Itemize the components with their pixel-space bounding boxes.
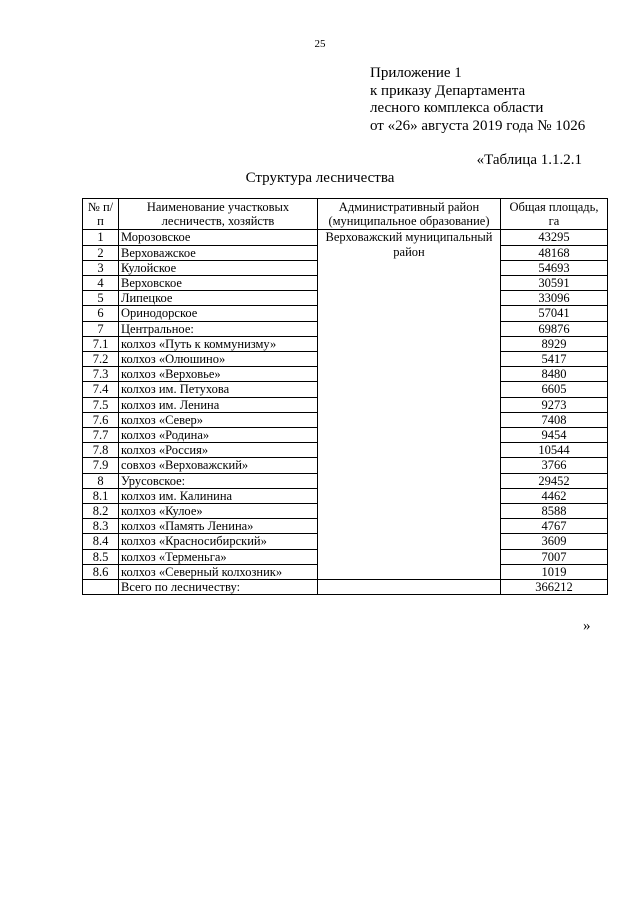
forestry-name-cell: Липецкое — [119, 291, 318, 306]
area-cell: 48168 — [501, 245, 608, 260]
forestry-name-cell: Центральное: — [119, 321, 318, 336]
forestry-name-cell: колхоз «Верховье» — [119, 367, 318, 382]
area-cell: 33096 — [501, 291, 608, 306]
area-cell: 9273 — [501, 397, 608, 412]
row-number-cell: 8.4 — [83, 534, 119, 549]
forestry-structure-table — [82, 198, 608, 595]
total-empty-cell — [83, 580, 119, 595]
area-cell: 8588 — [501, 504, 608, 519]
column-header-area: Общая площадь, га — [501, 199, 608, 230]
forestry-name-cell: колхоз им. Калинина — [119, 488, 318, 503]
row-number-cell: 7.7 — [83, 428, 119, 443]
appendix-line: к приказу Департамента — [370, 82, 526, 99]
forestry-name-cell: колхоз им. Ленина — [119, 397, 318, 412]
area-cell: 8929 — [501, 336, 608, 351]
forestry-name-cell: колхоз «Родина» — [119, 428, 318, 443]
forestry-name-cell: Оринодорское — [119, 306, 318, 321]
row-number-cell: 7.9 — [83, 458, 119, 473]
area-cell: 3609 — [501, 534, 608, 549]
row-number-cell: 7.1 — [83, 336, 119, 351]
total-area-cell: 366212 — [501, 580, 608, 595]
row-number-cell: 7.5 — [83, 397, 119, 412]
forestry-name-cell: колхоз «Север» — [119, 412, 318, 427]
row-number-cell: 8.2 — [83, 504, 119, 519]
page-number: 25 — [314, 38, 326, 50]
forestry-name-cell: Верховажское — [119, 245, 318, 260]
area-cell: 69876 — [501, 321, 608, 336]
row-number-cell: 5 — [83, 291, 119, 306]
column-header-district: Административный район (муниципальное образование) — [318, 199, 501, 230]
forestry-name-cell: совхоз «Верховажский» — [119, 458, 318, 473]
forestry-name-cell: колхоз им. Петухова — [119, 382, 318, 397]
table-row — [83, 230, 608, 245]
row-number-cell: 7.8 — [83, 443, 119, 458]
row-number-cell: 8 — [83, 473, 119, 488]
forestry-name-cell: Урусовское: — [119, 473, 318, 488]
area-cell: 3766 — [501, 458, 608, 473]
forestry-name-cell: колхоз «Северный колхозник» — [119, 564, 318, 579]
row-number-cell: 7.6 — [83, 412, 119, 427]
area-cell: 29452 — [501, 473, 608, 488]
row-number-cell: 7.4 — [83, 382, 119, 397]
forestry-name-cell: колхоз «Кулое» — [119, 504, 318, 519]
forestry-name-cell: колхоз «Терменьга» — [119, 549, 318, 564]
row-number-cell: 7 — [83, 321, 119, 336]
area-cell: 9454 — [501, 428, 608, 443]
forestry-name-cell: колхоз «Олюшино» — [119, 352, 318, 367]
table-number: «Таблица 1.1.2.1 — [476, 152, 582, 168]
appendix-line: Приложение 1 — [370, 65, 462, 81]
row-number-cell: 2 — [83, 245, 119, 260]
table-body — [83, 230, 608, 595]
area-cell: 4767 — [501, 519, 608, 534]
table-title: Структура лесничества — [245, 170, 395, 186]
row-number-cell: 3 — [83, 260, 119, 275]
area-cell: 7007 — [501, 549, 608, 564]
forestry-name-cell: Морозовское — [119, 230, 318, 245]
forestry-name-cell: колхоз «Красносибирский» — [119, 534, 318, 549]
area-cell: 30591 — [501, 276, 608, 291]
area-cell: 57041 — [501, 306, 608, 321]
row-number-cell: 1 — [83, 230, 119, 245]
forestry-name-cell: колхоз «Россия» — [119, 443, 318, 458]
appendix-line: от «26» августа 2019 года № 1026 — [370, 117, 586, 134]
area-cell: 54693 — [501, 260, 608, 275]
area-cell: 43295 — [501, 230, 608, 245]
total-district-empty-cell — [318, 580, 501, 595]
appendix-header — [370, 65, 585, 135]
area-cell: 6605 — [501, 382, 608, 397]
table-header-row — [83, 199, 608, 230]
closing-quote: » — [583, 618, 591, 634]
forestry-name-cell: Кулойское — [119, 260, 318, 275]
area-cell: 4462 — [501, 488, 608, 503]
row-number-cell: 4 — [83, 276, 119, 291]
area-cell: 5417 — [501, 352, 608, 367]
forestry-name-cell: колхоз «Память Ленина» — [119, 519, 318, 534]
row-number-cell: 8.1 — [83, 488, 119, 503]
area-cell: 1019 — [501, 564, 608, 579]
area-cell: 10544 — [501, 443, 608, 458]
column-header-num: № п/п — [83, 199, 119, 230]
row-number-cell: 8.6 — [83, 564, 119, 579]
appendix-line: лесного комплекса области — [370, 100, 544, 116]
area-cell: 8480 — [501, 367, 608, 382]
row-number-cell: 6 — [83, 306, 119, 321]
forestry-name-cell: Верховское — [119, 276, 318, 291]
area-cell: 7408 — [501, 412, 608, 427]
row-number-cell: 7.2 — [83, 352, 119, 367]
district-cell: Верховажский муниципальный район — [318, 230, 501, 580]
table-total-row — [83, 580, 608, 595]
row-number-cell: 8.3 — [83, 519, 119, 534]
row-number-cell: 8.5 — [83, 549, 119, 564]
column-header-name: Наименование участковых лесничеств, хозяйств — [119, 199, 318, 230]
forestry-name-cell: колхоз «Путь к коммунизму» — [119, 336, 318, 351]
total-label-cell: Всего по лесничеству: — [119, 580, 318, 595]
row-number-cell: 7.3 — [83, 367, 119, 382]
